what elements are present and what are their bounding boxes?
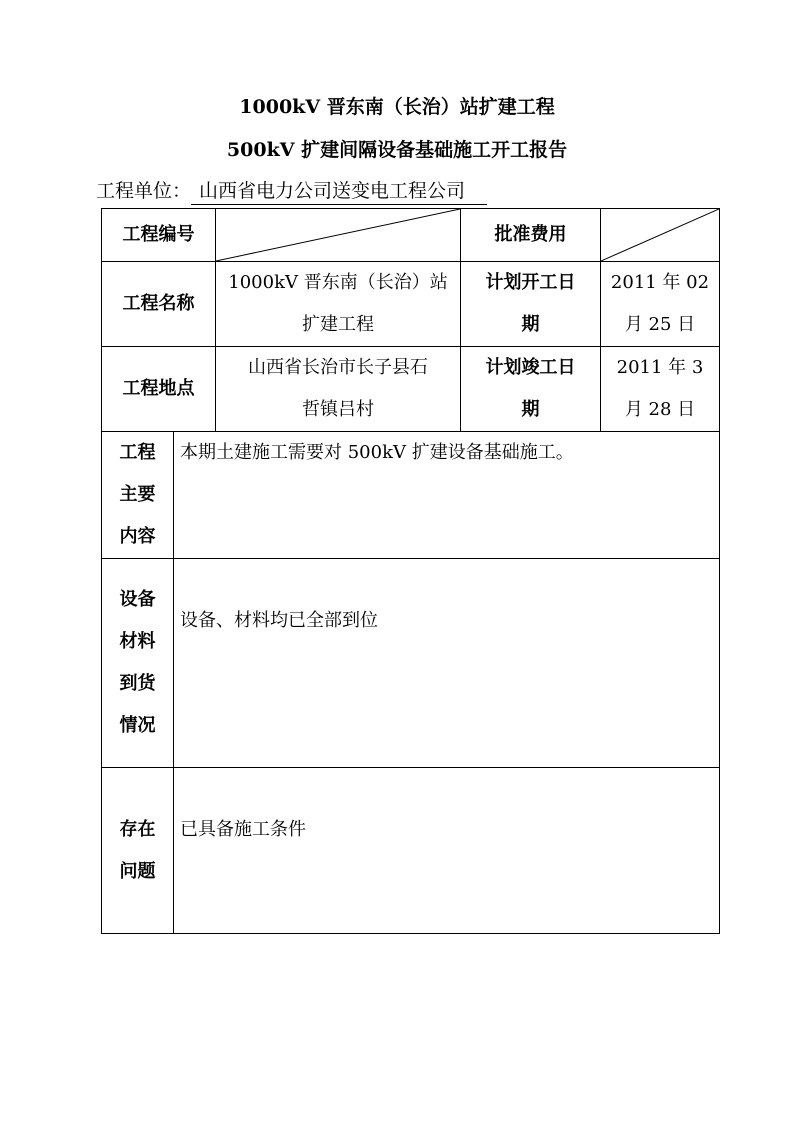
project-name-label: 工程名称 xyxy=(102,262,216,347)
issues-label xyxy=(102,768,174,934)
project-no-cell xyxy=(216,209,461,262)
issues-text: 已具备施工条件 xyxy=(174,768,720,934)
equipment-label-char: 到货 xyxy=(119,673,156,694)
diagonal-slash xyxy=(601,209,719,261)
approved-cost-label: 批准费用 xyxy=(461,209,601,262)
row-project-name xyxy=(102,262,720,347)
location-line2: 哲镇吕村 xyxy=(302,399,374,420)
plan-start-line1: 2011 年 02 xyxy=(610,272,710,293)
row-project-no xyxy=(102,209,720,262)
plan-finish-line2: 月 28 日 xyxy=(624,399,696,420)
main-content-label xyxy=(102,432,174,559)
plan-start-value xyxy=(601,262,720,347)
row-issues xyxy=(102,768,720,934)
project-unit-row xyxy=(96,176,487,205)
equipment-label xyxy=(102,559,174,768)
main-content-label-char: 工程 xyxy=(119,442,156,463)
plan-start-label-line1: 计划开工日 xyxy=(485,272,576,293)
unit-label: 工程单位： xyxy=(96,180,192,202)
page-subtitle: 500kV 扩建间隔设备基础施工开工报告 xyxy=(226,139,568,161)
main-content-label-char: 主要 xyxy=(119,484,156,505)
plan-finish-label-line1: 计划竣工日 xyxy=(485,357,576,378)
plan-finish-line1: 2011 年 3 xyxy=(616,357,704,378)
equipment-label-char: 情况 xyxy=(119,715,156,736)
page-title: 1000kV 晋东南（长治）站扩建工程 xyxy=(239,96,555,118)
location-label: 工程地点 xyxy=(102,347,216,432)
issues-label-char: 问题 xyxy=(119,860,156,882)
plan-start-label xyxy=(461,262,601,347)
diagonal-slash xyxy=(216,209,460,261)
equipment-text: 设备、材料均已全部到位 xyxy=(174,559,720,768)
location-value xyxy=(216,347,461,432)
plan-finish-label-line2: 期 xyxy=(521,399,540,420)
report-form-table xyxy=(101,208,720,934)
project-name-line1: 1000kV 晋东南（长治）站 xyxy=(228,272,448,293)
main-content-text: 本期土建施工需要对 500kV 扩建设备基础施工。 xyxy=(174,432,720,559)
row-main-content xyxy=(102,432,720,559)
row-location xyxy=(102,347,720,432)
location-line1: 山西省长治市长子县石 xyxy=(248,357,428,378)
plan-start-label-line2: 期 xyxy=(521,314,540,335)
approved-cost-cell xyxy=(601,209,720,262)
project-no-label: 工程编号 xyxy=(102,209,216,262)
equipment-label-char: 材料 xyxy=(119,631,156,652)
main-content-label-char: 内容 xyxy=(119,526,156,547)
plan-finish-label xyxy=(461,347,601,432)
project-name-value xyxy=(216,262,461,347)
unit-value: 山西省电力公司送变电工程公司 xyxy=(191,178,487,205)
equipment-label-char: 设备 xyxy=(119,589,156,610)
plan-finish-value xyxy=(601,347,720,432)
issues-label-char: 存在 xyxy=(119,818,156,840)
row-equipment xyxy=(102,559,720,768)
plan-start-line2: 月 25 日 xyxy=(624,314,696,335)
project-name-line2: 扩建工程 xyxy=(302,314,374,335)
